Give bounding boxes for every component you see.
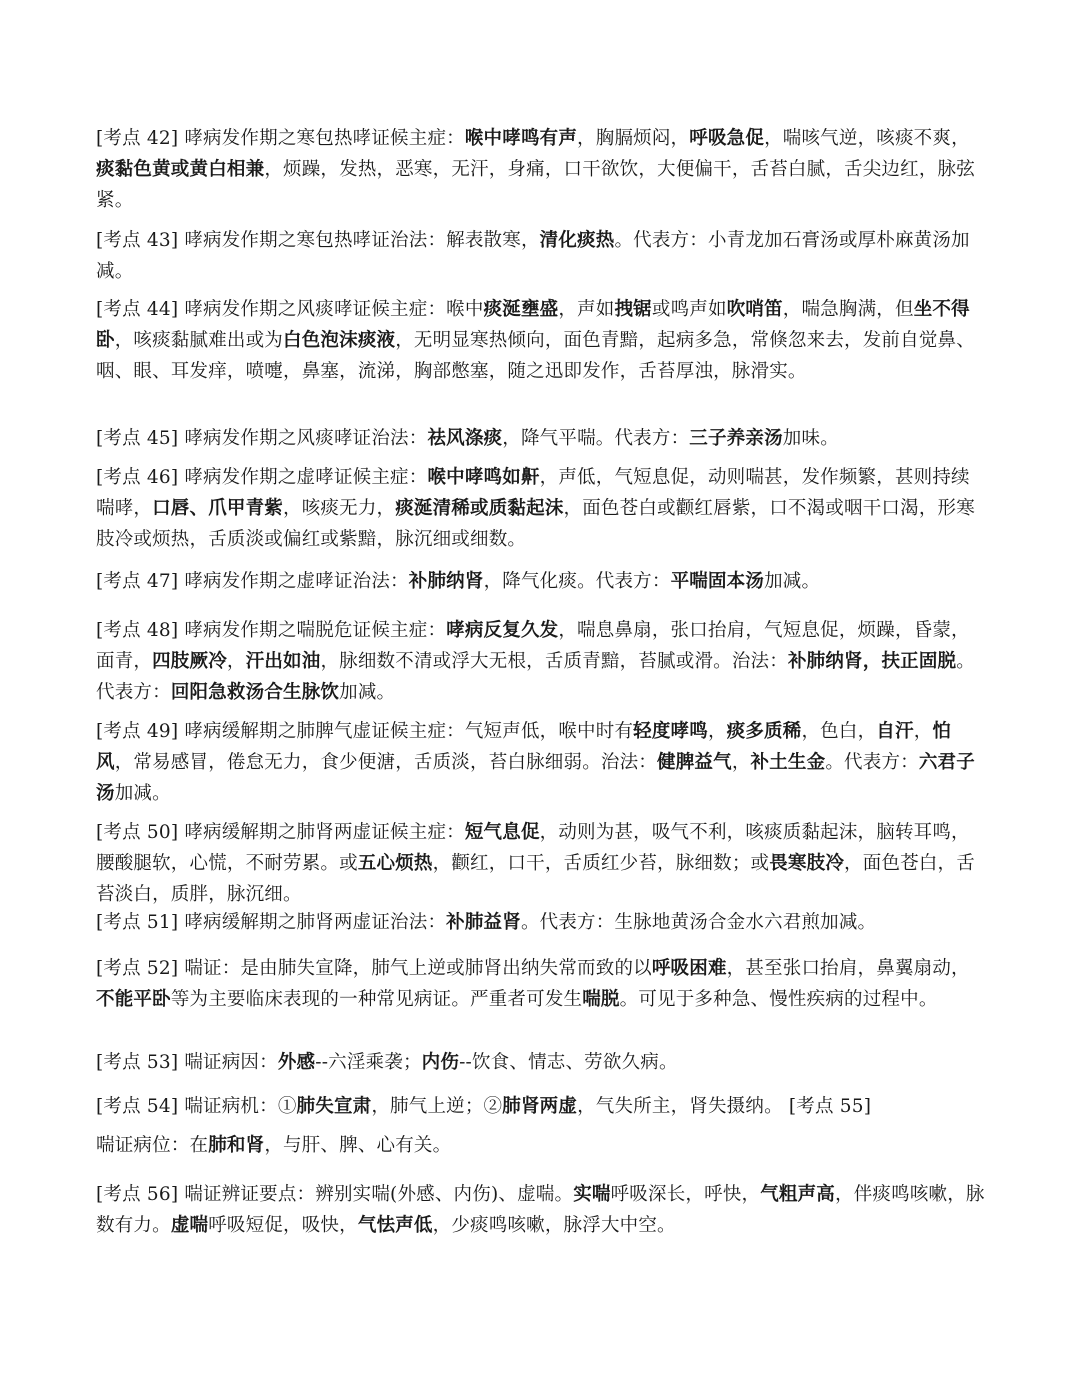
bold-text-segment: 畏寒肢冷 — [769, 853, 845, 874]
text-segment: ，喘息鼻扇，张口抬肩，气短息促，烦躁，昏蒙，面青， — [96, 620, 970, 672]
bold-text-segment: 五心烦热 — [357, 853, 433, 874]
bold-text-segment: 实喘 — [573, 1184, 611, 1205]
bold-text-segment: 肺肾两虚 — [502, 1096, 578, 1117]
text-segment: 加减。 — [339, 682, 396, 703]
text-segment: ，降气平喘。代表方： — [502, 428, 690, 449]
bold-text-segment: 内伤 — [421, 1052, 460, 1073]
bold-text-segment: 肺失宣肃 — [296, 1096, 372, 1117]
text-segment: ，咳痰黏腻难出或为 — [114, 330, 284, 351]
text-segment: ，面色苍白或颧红唇紫，口不渴或咽干口渴，形寒肢冷或烦热，舌质淡或偏红或紫黯，脉沉细或细数。 — [96, 498, 975, 550]
bold-text-segment: 汗出如油 — [245, 651, 321, 672]
paragraph-kaodian-53 — [96, 1047, 986, 1078]
text-segment: [考点 49] 哮病缓解期之肺脾气虚证候主症：气短声低，喉中时有 — [96, 721, 634, 742]
text-segment: 。代表方： — [825, 752, 919, 773]
bold-text-segment: 外感 — [277, 1052, 316, 1073]
text-segment: ， — [707, 721, 727, 742]
text-segment: [考点 43] 哮病发作期之寒包热哮证治法：解表散寒， — [96, 230, 540, 251]
bold-text-segment: 怕风 — [96, 721, 952, 773]
text-segment: ， — [226, 651, 246, 672]
text-segment: [考点 53] 喘证病因： — [96, 1052, 278, 1073]
text-segment: [考点 47] 哮病发作期之虚哮证治法： — [96, 571, 409, 592]
bold-text-segment: 肺和肾 — [208, 1135, 265, 1156]
bold-text-segment: 健脾益气 — [657, 752, 732, 773]
bold-text-segment: 哮病反复久发 — [446, 620, 559, 641]
bold-text-segment: 痰涎壅盛 — [483, 299, 559, 320]
bold-text-segment: 补肺纳肾 — [408, 571, 484, 592]
text-segment: ，烦躁，发热，恶寒，无汗，身痛，口干欲饮，大便偏干，舌苔白腻，舌尖边红，脉弦紧。 — [96, 159, 975, 211]
bold-text-segment: 痰黏色黄或黄白相兼 — [96, 159, 265, 180]
bold-text-segment: 虚喘 — [170, 1215, 209, 1236]
text-segment: 喘证病位：在 — [96, 1135, 209, 1156]
bold-text-segment: 喉中哮鸣有声 — [464, 128, 578, 149]
bold-text-segment: 短气息促 — [464, 822, 540, 843]
bold-text-segment: 气怯声低 — [357, 1215, 433, 1236]
bold-text-segment: 补肺纳肾，扶正固脱 — [787, 651, 957, 672]
paragraph-kaodian-56 — [96, 1179, 986, 1241]
bold-text-segment: 三子养亲汤 — [689, 428, 783, 449]
text-segment: ，与肝、脾、心有关。 — [264, 1135, 452, 1156]
text-segment: 。代表方： — [96, 651, 975, 703]
paragraph-kaodian-48 — [96, 615, 986, 708]
text-segment: ，无明显寒热倾向，面色青黯，起病多急，常倏忽来去，发前自觉鼻、咽、眼、耳发痒，喷嚏，鼻塞，流涕，胸部憋塞，随之迅即发作，舌苔厚浊，脉滑实。 — [96, 330, 975, 382]
text-segment: ，降气化痰。代表方： — [483, 571, 671, 592]
text-segment: 呼吸短促，吸快， — [208, 1215, 358, 1236]
text-segment: ，气失所主，肾失摄纳。 [考点 55] — [577, 1096, 872, 1117]
bold-text-segment: 回阳急救汤合生脉饮 — [170, 682, 340, 703]
paragraph-kaodian-50 — [96, 817, 986, 910]
text-segment: 或鸣声如 — [651, 299, 727, 320]
bold-text-segment: 拽锯 — [614, 299, 652, 320]
text-segment: [考点 45] 哮病发作期之风痰哮证治法： — [96, 428, 428, 449]
text-segment: [考点 42] 哮病发作期之寒包热哮证候主症： — [96, 128, 465, 149]
text-segment: ，常易感冒，倦怠无力，食少便溏，舌质淡，苔白脉细弱。治法： — [114, 752, 658, 773]
bold-text-segment: 口唇、爪甲青紫 — [152, 498, 284, 519]
bold-text-segment: 坐不得卧 — [96, 299, 970, 351]
paragraph-kaodian-51 — [96, 907, 986, 938]
paragraph-kaodian-55 — [96, 1130, 986, 1161]
bold-text-segment: 清化痰热 — [539, 230, 615, 251]
bold-text-segment: 痰涎清稀或质黏起沫 — [395, 498, 564, 519]
text-segment: [考点 44] 哮病发作期之风痰哮证候主症：喉中 — [96, 299, 484, 320]
text-segment: 加味。 — [782, 428, 839, 449]
text-segment: ， — [731, 752, 751, 773]
bold-text-segment: 痰多质稀 — [726, 721, 802, 742]
bold-text-segment: 自汗 — [876, 721, 914, 742]
paragraph-kaodian-49 — [96, 716, 986, 809]
text-segment: ，胸膈烦闷， — [577, 128, 690, 149]
text-segment: ，伴痰鸣咳嗽，脉数有力。 — [96, 1184, 985, 1236]
bold-text-segment: 呼吸困难 — [651, 958, 727, 979]
text-segment: [考点 48] 哮病发作期之喘脱危证候主症： — [96, 620, 447, 641]
text-segment: ，声低，气短息促，动则喘甚，发作频繁，甚则持续喘哮， — [96, 467, 970, 519]
bold-text-segment: 呼吸急促 — [689, 128, 765, 149]
text-segment: [考点 51] 哮病缓解期之肺肾两虚证治法： — [96, 912, 447, 933]
bold-text-segment: 不能平卧 — [96, 989, 171, 1010]
text-segment: 加减。 — [114, 783, 171, 804]
text-segment: ，色白， — [801, 721, 877, 742]
bold-text-segment: 祛风涤痰 — [427, 428, 503, 449]
text-segment: ，喘咳气逆，咳痰不爽， — [764, 128, 970, 149]
text-segment: ， — [913, 721, 933, 742]
text-segment: --六淫乘袭； — [315, 1052, 422, 1073]
paragraph-kaodian-42 — [96, 123, 986, 216]
paragraph-kaodian-47 — [96, 566, 986, 597]
paragraph-kaodian-46 — [96, 462, 986, 555]
paragraph-kaodian-43 — [96, 225, 986, 287]
text-segment: ，咳痰无力， — [283, 498, 396, 519]
text-segment: 等为主要临床表现的一种常见病证。严重者可发生 — [170, 989, 583, 1010]
paragraph-kaodian-52 — [96, 953, 986, 1015]
text-segment: ，肺气上逆；② — [371, 1096, 503, 1117]
text-segment: ，声如 — [558, 299, 615, 320]
text-segment: ，甚至张口抬肩，鼻翼扇动， — [726, 958, 970, 979]
text-segment: [考点 54] 喘证病机：① — [96, 1096, 297, 1117]
bold-text-segment: 吹哨笛 — [726, 299, 783, 320]
paragraph-kaodian-44 — [96, 294, 986, 387]
text-segment: ，脉细数不清或浮大无根，舌质青黯，苔腻或滑。治法： — [320, 651, 788, 672]
text-segment: ，喘急胸满，但 — [782, 299, 914, 320]
bold-text-segment: 喘脱 — [582, 989, 620, 1010]
bold-text-segment: 补土生金 — [750, 752, 826, 773]
text-segment: --饮食、情志、劳欲久病。 — [459, 1052, 678, 1073]
bold-text-segment: 六君子汤 — [96, 752, 975, 804]
text-segment: [考点 56] 喘证辨证要点：辨别实喘(外感、内伤)、虚喘。 — [96, 1184, 574, 1205]
text-segment: 呼吸深长，呼快， — [610, 1184, 761, 1205]
text-segment: ，动则为甚，吸气不利，咳痰质黏起沫，脑转耳鸣，腰酸腿软，心慌，不耐劳累。或 — [96, 822, 970, 874]
text-segment: 。代表方：小青龙加石膏汤或厚朴麻黄汤加减。 — [96, 230, 970, 282]
text-segment: [考点 52] 喘证：是由肺失宣降，肺气上逆或肺肾出纳失常而致的以 — [96, 958, 652, 979]
paragraph-kaodian-45 — [96, 423, 986, 454]
text-segment: ，少痰鸣咳嗽，脉浮大中空。 — [432, 1215, 676, 1236]
bold-text-segment: 白色泡沫痰液 — [283, 330, 396, 351]
bold-text-segment: 补肺益肾 — [446, 912, 521, 933]
text-segment: 。可见于多种急、慢性疾病的过程中。 — [619, 989, 938, 1010]
bold-text-segment: 轻度哮鸣 — [633, 721, 708, 742]
text-segment: ，颧红，口干，舌质红少苔，脉细数；或 — [432, 853, 770, 874]
text-segment: 加减。 — [764, 571, 821, 592]
bold-text-segment: 气粗声高 — [760, 1184, 836, 1205]
text-segment: [考点 50] 哮病缓解期之肺肾两虚证候主症： — [96, 822, 465, 843]
paragraph-kaodian-54 — [96, 1091, 986, 1122]
bold-text-segment: 喉中哮鸣如鼾 — [427, 467, 540, 488]
text-segment: [考点 46] 哮病发作期之虚哮证候主症： — [96, 467, 428, 488]
text-segment: ，面色苍白，舌苔淡白，质胖，脉沉细。 — [96, 853, 975, 905]
bold-text-segment: 四肢厥冷 — [152, 651, 227, 672]
bold-text-segment: 平喘固本汤 — [670, 571, 765, 592]
text-segment: 。代表方：生脉地黄汤合金水六君煎加减。 — [520, 912, 877, 933]
